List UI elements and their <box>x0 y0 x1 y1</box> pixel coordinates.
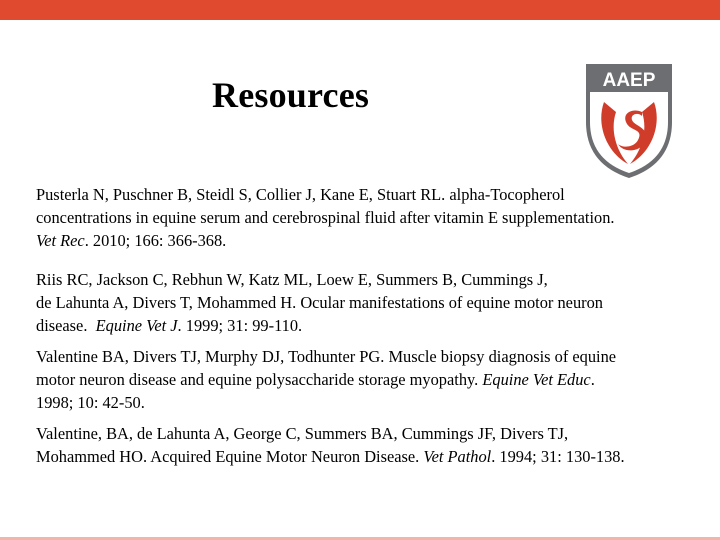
reference-3-line-3: 1998; 10: 42-50. <box>36 393 145 412</box>
journal-name: Vet Rec <box>36 231 85 250</box>
reference-3 <box>36 345 706 414</box>
reference-2-line-3 <box>36 314 706 337</box>
reference-3-line-2 <box>36 368 706 391</box>
reference-3-line-1: Valentine BA, Divers TJ, Murphy DJ, Todhunter PG. Muscle biopsy diagnosis of equine <box>36 347 617 366</box>
reference-4-line-2 <box>36 445 706 468</box>
journal-name: Vet Pathol <box>423 447 492 466</box>
reference-4 <box>36 422 706 468</box>
reference-3-line-2-end: . <box>590 370 595 389</box>
reference-1 <box>36 183 706 252</box>
reference-1-line-1: Pusterla N, Puschner B, Steidl S, Collier J, Kane E, Stuart RL. alpha-Tocopherol <box>36 185 565 204</box>
reference-2-line-2: de Lahunta A, Divers T, Mohammed H. Ocular manifestations of equine motor neuron <box>36 293 604 312</box>
logo-text: AAEP <box>602 70 656 91</box>
journal-name: Equine Vet Educ <box>482 370 591 389</box>
reference-4-line-1: Valentine, BA, de Lahunta A, George C, Summers BA, Cummings JF, Divers TJ, <box>36 424 569 443</box>
page-title: Resources <box>212 75 370 115</box>
journal-name: Equine Vet J <box>95 316 178 335</box>
reference-2-line-1: Riis RC, Jackson C, Rebhun W, Katz ML, Loew E, Summers B, Cummings J, <box>36 270 548 289</box>
reference-2-line-3-text: disease. <box>36 316 96 335</box>
citation-tail: . 1999; 31: 99-110. <box>177 316 303 335</box>
top-accent-bar <box>0 0 720 20</box>
aaep-logo <box>586 64 672 178</box>
reference-3-line-2-text: motor neuron disease and equine polysaccharide storage myopathy. <box>36 370 483 389</box>
reference-1-line-2: concentrations in equine serum and cerebrospinal fluid after vitamin E supplementation. <box>36 208 615 227</box>
reference-4-line-2-text: Mohammed HO. Acquired Equine Motor Neuron Disease. <box>36 447 424 466</box>
reference-2 <box>36 268 706 337</box>
citation-tail: . 2010; 166: 366-368. <box>84 231 227 250</box>
citation-tail: . 1994; 31: 130-138. <box>491 447 625 466</box>
reference-1-line-3 <box>36 229 706 252</box>
